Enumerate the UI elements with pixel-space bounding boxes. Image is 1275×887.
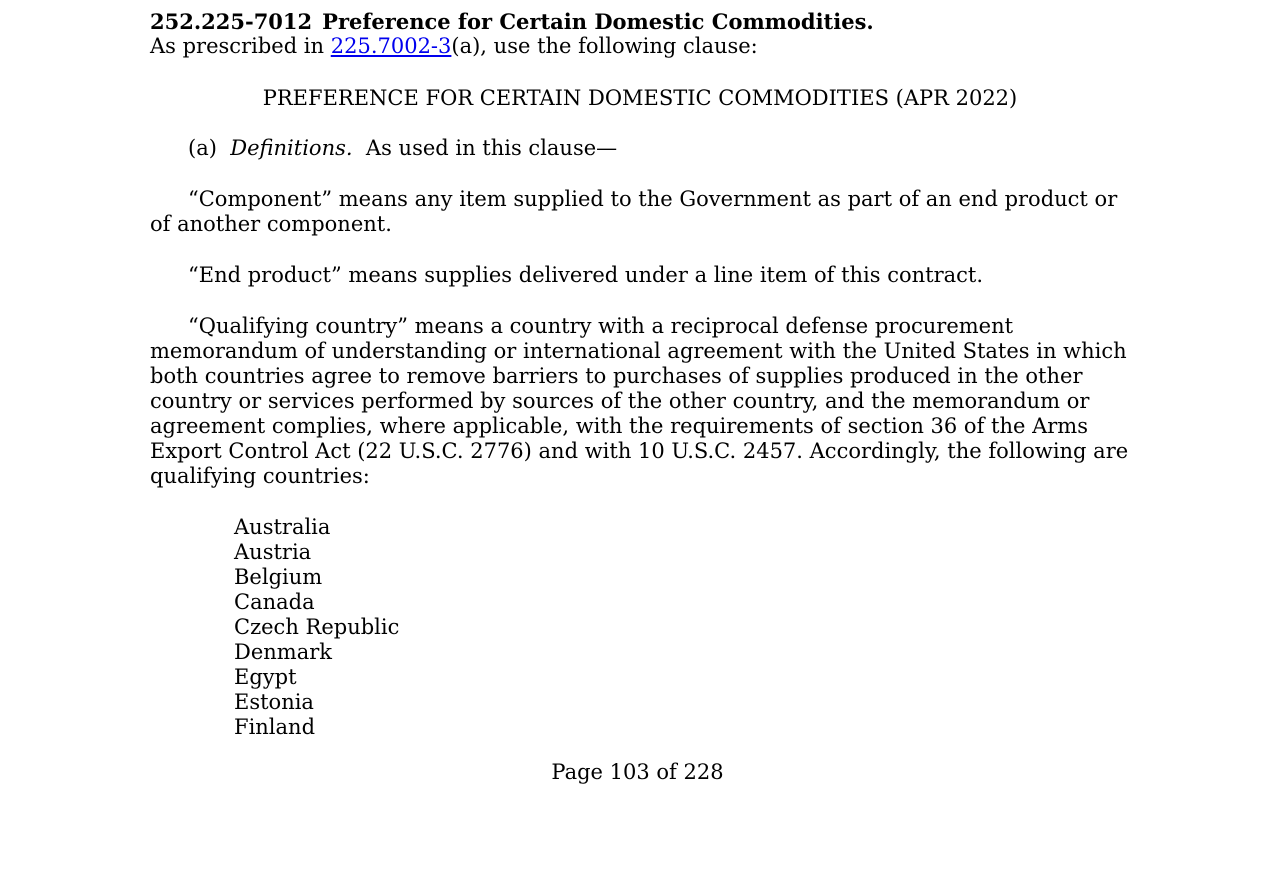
definition-component: “Component” means any item supplied to the Government as part of an end product or of another component.: [150, 187, 1118, 236]
page-number: Page 103 of 228: [551, 760, 724, 784]
section-heading: [150, 10, 1130, 34]
list-item: Belgium: [234, 565, 323, 589]
clause-title: PREFERENCE FOR CERTAIN DOMESTIC COMMODITIES (APR 2022): [262, 86, 1018, 110]
section-number: 252.225-7012: [150, 9, 313, 34]
list-item: Egypt: [234, 665, 297, 689]
list-item: Canada: [234, 590, 315, 614]
paragraph-a: [150, 136, 1130, 161]
intro-after: (a), use the following clause:: [451, 34, 758, 58]
definition-end-product: “End product” means supplies delivered under a line item of this contract.: [188, 263, 984, 287]
list-item: Australia: [234, 515, 331, 539]
intro-before: As prescribed in: [150, 34, 331, 58]
section-title: Preference for Certain Domestic Commodities.: [322, 9, 874, 34]
paragraph-a-text: As used in this clause—: [365, 136, 618, 160]
paragraph-a-label: (a): [188, 136, 217, 160]
definition-qualifying-country: “Qualifying country” means a country with a reciprocal defense procurement memorandum of understanding or international agreement with the United States in which both countries agree to remove barriers to purchases of supplies produced in the other country or services performed by sources of the other country, and the memorandum or agreement complies, where applicable, with the requirements of section 36 of the Arms Export Control Act (22 U.S.C. 2776) and with 10 U.S.C. 2457. Accordingly, the following are qualifying countries:: [150, 314, 1129, 488]
list-item: Finland: [234, 715, 316, 739]
definitions-term: Definitions.: [230, 136, 353, 160]
list-item: Denmark: [234, 640, 332, 664]
section-link[interactable]: 225.7002-3: [330, 34, 452, 58]
qualifying-countries-list: [234, 515, 1130, 740]
document-page: [150, 10, 1130, 740]
list-item: Austria: [234, 540, 312, 564]
list-item: Czech Republic: [234, 615, 400, 639]
intro-line: [150, 34, 1130, 58]
list-item: Estonia: [234, 690, 314, 714]
